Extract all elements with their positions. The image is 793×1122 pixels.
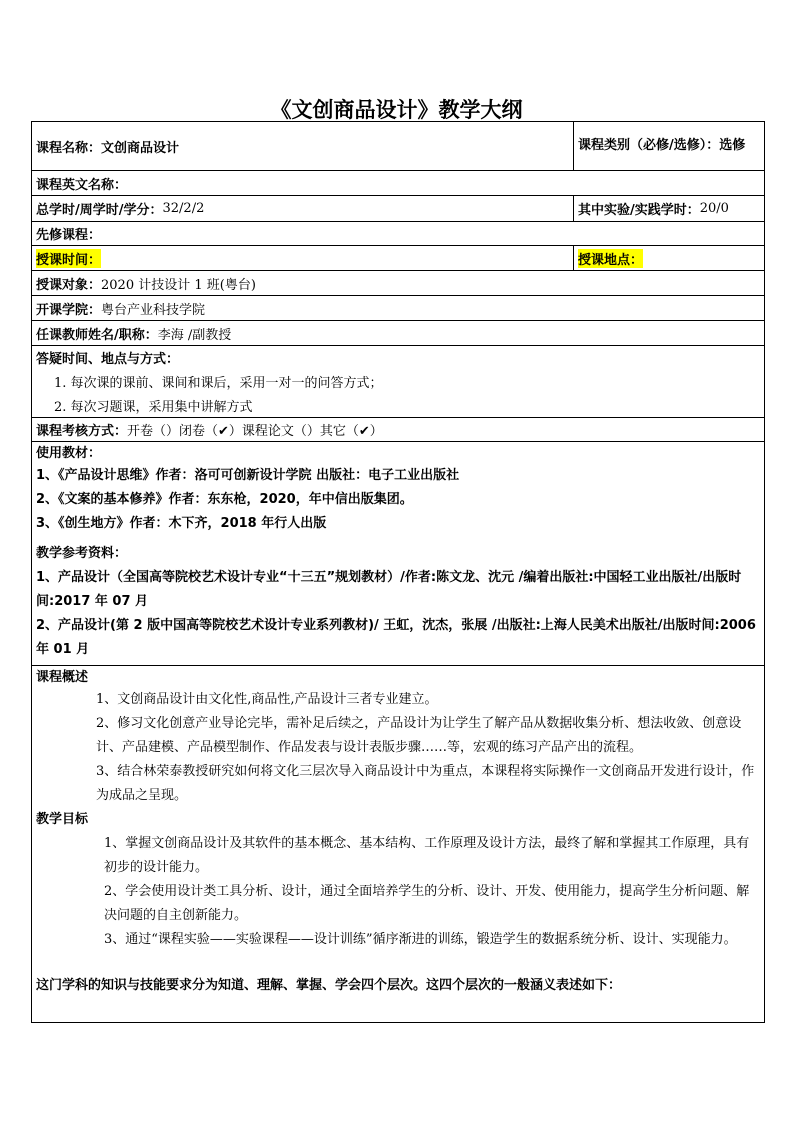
levels-statement: 这门学科的知识与技能要求分为知道、理解、掌握、学会四个层次。这四个层次的一般涵义表述如下： bbox=[36, 978, 622, 993]
teacher-label: 任课教师姓名/职称： bbox=[36, 327, 158, 343]
target-value: 2020 计技设计 1 班(粤台) bbox=[101, 277, 256, 293]
goal-item: 2、学会使用设计类工具分析、设计，通过全面培养学生的分析、设计、开发、使用能力，提高学生分析问题、解决问题的自主创新能力。 bbox=[104, 884, 750, 923]
textbook-item: 1、《产品设计思维》作者：洛可可创新设计学院 出版社：电子工业出版社 bbox=[36, 468, 460, 483]
course-name-cell bbox=[32, 122, 574, 170]
qa-item: 2. 每次习题课，采用集中讲解方式 bbox=[54, 400, 253, 415]
lab-hours-label: 其中实验/实践学时： bbox=[578, 203, 700, 218]
exam-label: 课程考核方式： bbox=[36, 424, 128, 439]
english-name-label: 课程英文名称： bbox=[36, 177, 128, 193]
references-label: 教学参考资料： bbox=[36, 546, 128, 561]
overview-item: 2、修习文化创意产业导论完毕，需补足后续之，产品设计为让学生了解产品从数据收集分析、想法收敛、创意设计、产品建模、产品模型制作、作品发表与设计表版步骤……等，宏观的练习产品产出的流程。 bbox=[96, 716, 742, 755]
goals-label: 教学目标 bbox=[36, 812, 89, 827]
course-name-label: 课程名称： bbox=[36, 140, 102, 156]
teacher-value: 李海 /副教授 bbox=[157, 327, 232, 343]
hours-value: 32/2/2 bbox=[162, 201, 205, 216]
overview-label: 课程概述 bbox=[36, 670, 89, 685]
row-overview bbox=[32, 666, 764, 1022]
time-label: 授课时间： bbox=[36, 249, 101, 268]
hours-label: 总学时/周学时/学分： bbox=[36, 203, 163, 218]
prereq-label: 先修课程： bbox=[36, 228, 102, 243]
row-exam bbox=[32, 418, 764, 442]
textbooks-label: 使用教材： bbox=[36, 446, 102, 461]
course-type-label: 课程类别（必修/选修）： bbox=[578, 138, 720, 153]
course-type-value: 选修 bbox=[719, 138, 746, 153]
college-value: 粤台产业科技学院 bbox=[101, 302, 206, 318]
place-label: 授课地点： bbox=[578, 249, 643, 268]
reference-item: 2、产品设计(第 2 版中国高等院校艺术设计专业系列教材)/ 王虹，沈杰，张展 /出版社:上海人民美术出版社/出版时间:2006 年 01 月 bbox=[36, 618, 756, 657]
row-english-name bbox=[32, 171, 764, 196]
overview-item: 1、文创商品设计由文化性,商品性,产品设计三者专业建立。 bbox=[96, 692, 438, 707]
target-label: 授课对象： bbox=[36, 277, 102, 293]
textbook-item: 3、《创生地方》作者：木下齐，2018 年行人出版 bbox=[36, 516, 327, 531]
row-target bbox=[32, 271, 764, 296]
row-qa bbox=[32, 346, 764, 418]
goal-item: 3、通过“课程实验——实验课程——设计训练”循序渐进的训练，锻造学生的数据系统分析、设计、实现能力。 bbox=[104, 932, 737, 947]
row-materials bbox=[32, 442, 764, 666]
goal-item: 1、掌握文创商品设计及其软件的基本概念、基本结构、工作原理及设计方法，最终了解和掌握其工作原理，具有初步的设计能力。 bbox=[104, 836, 750, 875]
syllabus-table bbox=[31, 121, 765, 1023]
row-hours bbox=[32, 196, 764, 222]
exam-value: 开卷（）闭卷（✔）课程论文（）其它（✔） bbox=[127, 424, 383, 439]
course-name-value: 文创商品设计 bbox=[101, 140, 180, 156]
reference-item: 1、产品设计（全国高等院校艺术设计专业“十三五”规划教材）/作者:陈文龙、沈元 /编着出版社:中国轻工业出版社/出版时间:2017 年 07 月 bbox=[36, 570, 742, 609]
row-prereq bbox=[32, 222, 764, 246]
row-course-name bbox=[32, 122, 764, 171]
row-time-place bbox=[32, 246, 764, 271]
qa-label: 答疑时间、地点与方式： bbox=[36, 352, 180, 367]
document-title: 《文创商品设计》教学大纲 bbox=[270, 98, 523, 122]
row-teacher bbox=[32, 321, 764, 346]
overview-item: 3、结合林荣泰教授研究如何将文化三层次导入商品设计中为重点，本课程将实际操作一文创商品开发进行设计，作为成品之呈现。 bbox=[96, 764, 755, 803]
course-type-cell bbox=[574, 122, 764, 170]
college-label: 开课学院： bbox=[36, 302, 102, 318]
lab-hours-value: 20/0 bbox=[699, 201, 729, 216]
textbook-item: 2、《文案的基本修养》作者：东东枪，2020，年中信出版集团。 bbox=[36, 492, 413, 507]
qa-item: 1. 每次课的课前、课间和课后，采用一对一的问答方式； bbox=[54, 376, 383, 391]
row-college bbox=[32, 296, 764, 321]
